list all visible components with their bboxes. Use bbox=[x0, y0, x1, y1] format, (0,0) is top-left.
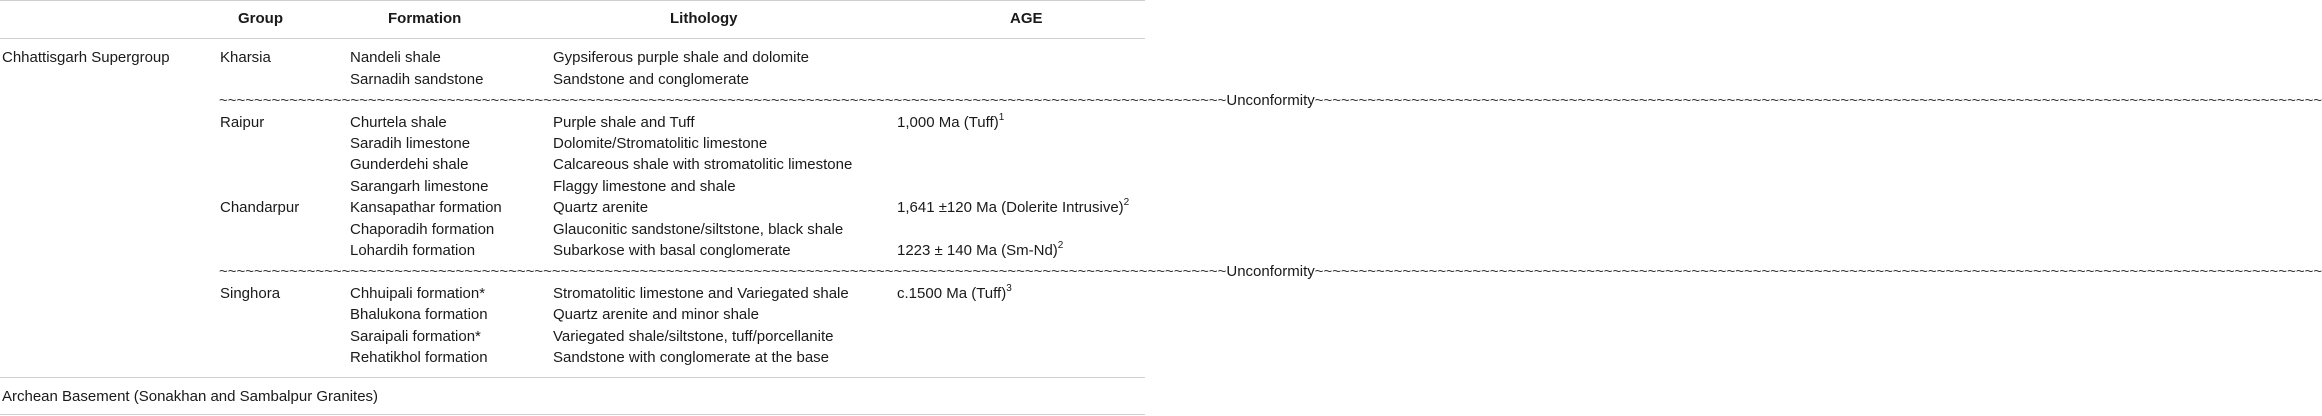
lithology-cell: Sandstone and conglomerate bbox=[553, 71, 749, 88]
group-chandarpur: Chandarpur bbox=[220, 199, 300, 216]
supergroup-label: Chhattisgarh Supergroup bbox=[2, 49, 170, 66]
formation-cell: Saradih limestone bbox=[350, 135, 471, 152]
group-kharsia: Kharsia bbox=[220, 49, 271, 66]
header-group: Group bbox=[238, 10, 283, 27]
lithology-cell: Calcareous shale with stromatolitic limestone bbox=[553, 156, 853, 173]
lithology-cell: Dolomite/Stromatolitic limestone bbox=[553, 135, 768, 152]
formation-cell: Rehatikhol formation bbox=[350, 349, 488, 366]
formation-cell: Sarangarh limestone bbox=[350, 178, 489, 195]
wave-right: ~~~~~~~~~~~~~~~~~~~~~~~~~~~~~~~~~~~~~~~~~~~~~~~~~~~~~~~~~~~~~~~~~~~~~~~~~~~~~~~~~~~~~~~~~~~~~~~~~~~~~~~~~~~~~~~~~~~ bbox=[1314, 263, 2322, 280]
basement-label: Archean Basement (Sonakhan and Sambalpur Granites) bbox=[2, 388, 379, 405]
wave-right: ~~~~~~~~~~~~~~~~~~~~~~~~~~~~~~~~~~~~~~~~~~~~~~~~~~~~~~~~~~~~~~~~~~~~~~~~~~~~~~~~~~~~~~~~~~~~~~~~~~~~~~~~~~~~~~~~~~~ bbox=[1314, 92, 2322, 109]
section-rule bbox=[0, 377, 1145, 378]
lithology-cell: Flaggy limestone and shale bbox=[553, 178, 736, 195]
formation-cell: Churtela shale bbox=[350, 114, 447, 131]
age-footnote: 2 bbox=[1057, 240, 1064, 251]
unconformity-label: Unconformity bbox=[1226, 92, 1315, 109]
age-cell bbox=[897, 112, 1004, 134]
formation-cell: Kansapathar formation bbox=[350, 199, 502, 216]
header-lithology: Lithology bbox=[670, 10, 738, 27]
unconformity-label: Unconformity bbox=[1226, 263, 1315, 280]
lithology-cell: Glauconitic sandstone/siltstone, black shale bbox=[553, 221, 844, 238]
formation-cell: Saraipali formation* bbox=[350, 328, 481, 345]
age-cell bbox=[897, 197, 1129, 219]
age-footnote: 2 bbox=[1123, 197, 1130, 208]
age-text: 1223 ± 140 Ma (Sm-Nd) bbox=[897, 242, 1058, 259]
age-cell bbox=[897, 283, 1012, 305]
lithology-cell: Purple shale and Tuff bbox=[553, 114, 695, 131]
lithology-cell: Stromatolitic limestone and Variegated shale bbox=[553, 285, 849, 302]
formation-cell: Bhalukona formation bbox=[350, 306, 488, 323]
formation-cell: Chhuipali formation* bbox=[350, 285, 486, 302]
unconformity-line bbox=[219, 90, 2322, 112]
age-text: 1,641 ±120 Ma (Dolerite Intrusive) bbox=[897, 199, 1124, 216]
lithology-cell: Quartz arenite bbox=[553, 199, 649, 216]
wave-left: ~~~~~~~~~~~~~~~~~~~~~~~~~~~~~~~~~~~~~~~~~~~~~~~~~~~~~~~~~~~~~~~~~~~~~~~~~~~~~~~~~~~~~~~~~~~~~~~~~~~~~~~~~~~~~~~~~~~ bbox=[219, 263, 1227, 280]
table-bottom-rule bbox=[0, 414, 1145, 415]
age-text: 1,000 Ma (Tuff) bbox=[897, 114, 999, 131]
unconformity-line bbox=[219, 261, 2322, 283]
wave-left: ~~~~~~~~~~~~~~~~~~~~~~~~~~~~~~~~~~~~~~~~~~~~~~~~~~~~~~~~~~~~~~~~~~~~~~~~~~~~~~~~~~~~~~~~~~~~~~~~~~~~~~~~~~~~~~~~~~~ bbox=[219, 92, 1227, 109]
group-singhora: Singhora bbox=[220, 285, 281, 302]
age-footnote: 1 bbox=[998, 112, 1005, 123]
formation-cell: Sarnadih sandstone bbox=[350, 71, 484, 88]
lithology-cell: Gypsiferous purple shale and dolomite bbox=[553, 49, 809, 66]
header-age: AGE bbox=[1010, 10, 1043, 27]
age-footnote: 3 bbox=[1006, 283, 1012, 294]
formation-cell: Gunderdehi shale bbox=[350, 156, 469, 173]
formation-cell: Nandeli shale bbox=[350, 49, 441, 66]
lithology-cell: Quartz arenite and minor shale bbox=[553, 306, 759, 323]
group-raipur: Raipur bbox=[220, 114, 265, 131]
lithology-cell: Sandstone with conglomerate at the base bbox=[553, 349, 830, 366]
lithology-cell: Subarkose with basal conglomerate bbox=[553, 242, 791, 259]
lithology-cell: Variegated shale/siltstone, tuff/porcellanite bbox=[553, 328, 834, 345]
formation-cell: Lohardih formation bbox=[350, 242, 476, 259]
age-text: c.1500 Ma (Tuff) bbox=[897, 285, 1007, 302]
header-formation: Formation bbox=[388, 10, 462, 27]
table-top-rule bbox=[0, 0, 1145, 1]
age-cell bbox=[897, 240, 1063, 262]
formation-cell: Chaporadih formation bbox=[350, 221, 495, 238]
header-rule bbox=[0, 38, 1145, 39]
